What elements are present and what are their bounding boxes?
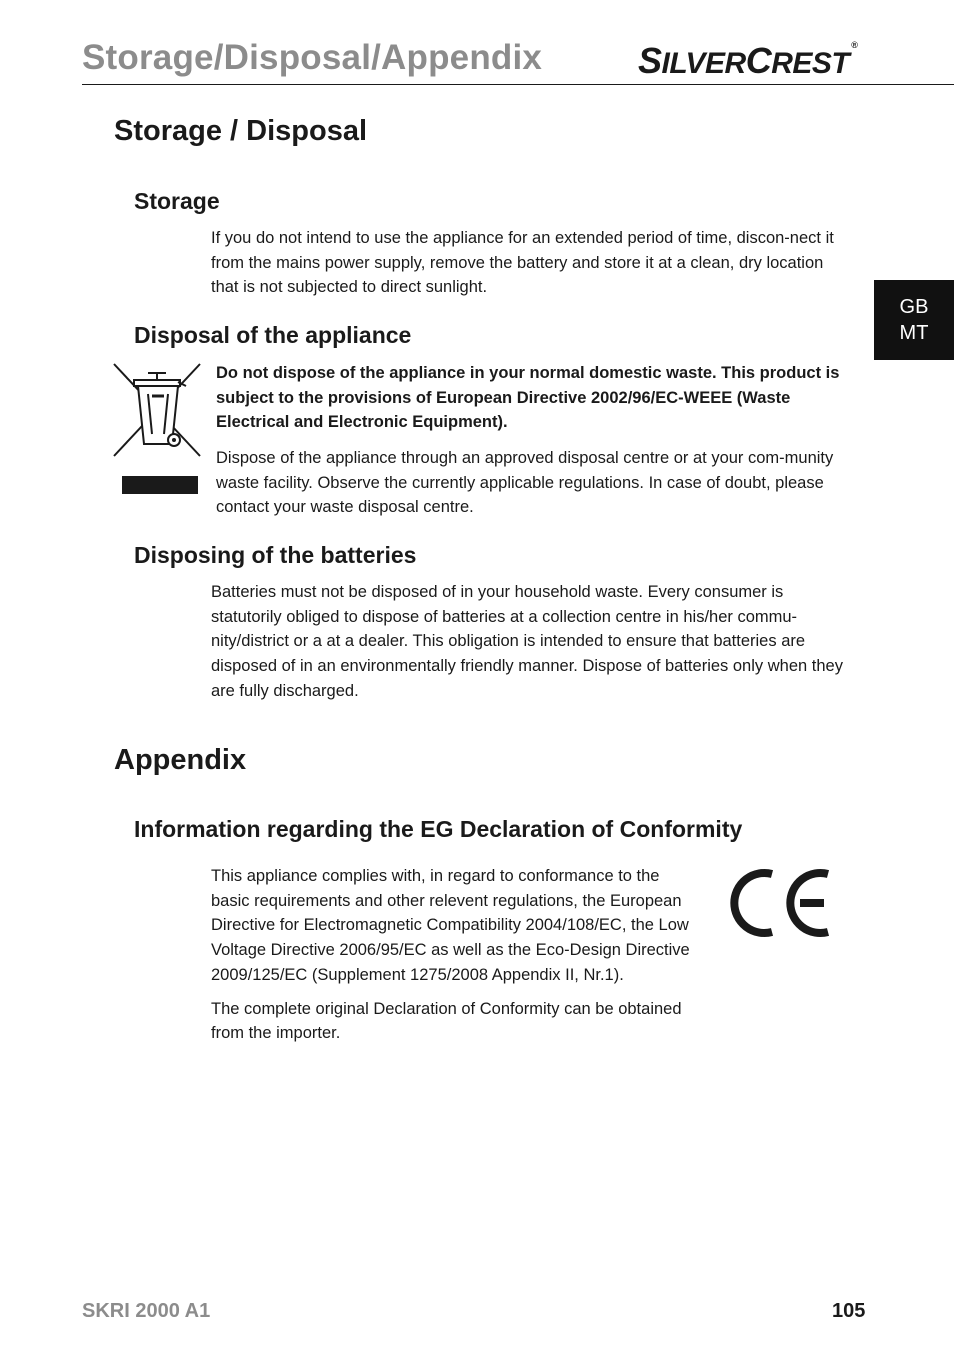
subheading-disposal-appliance: Disposal of the appliance: [134, 322, 412, 348]
storage-text: If you do not intend to use the appliance for an extended period of time, discon-nect it from the mains power supply, remove the battery and store it at a clean, dry location that is not subjected to direct sunlight.: [211, 229, 834, 297]
batteries-text: Batteries must not be disposed of in your household waste. Every consumer is statutorily obliged to dispose of batteries at a collection centre in his/her commu-nity/district or a at a dealer. This obligation is intended to ensure that batteries are disposed of in an environmentally friendly manner. Dispose of batteries only when they are fully discharged.: [211, 583, 843, 700]
page-title: Storage/Disposal/Appendix: [82, 38, 543, 77]
page-number: 105: [832, 1300, 866, 1322]
conformity-text: [211, 864, 701, 1046]
section-heading-storage-disposal: Storage / Disposal: [114, 115, 368, 147]
language-tab-line1: GB: [899, 296, 929, 318]
conformity-paragraph-1: This appliance complies with, in regard to conformance to the basic requirements and other relevent regulations, the European Directive for Electromagnetic Compatibility 2004/108/EC, the Low Voltage Directive 2006/95/EC as well as the Eco-Design Directive 2009/125/EC (Supplement 1275/2008 Appendix II, Nr.1).: [211, 867, 690, 984]
language-tab-line2: MT: [899, 322, 929, 344]
conformity-paragraph-2: The complete original Declaration of Conformity can be obtained from the importer.: [211, 999, 682, 1043]
disposal-text: Dispose of the appliance through an approved disposal centre or at your com-munity waste facility. Observe the currently applicable regulations. In case of doubt, please contact your waste disposal centre.: [216, 449, 834, 517]
subheading-conformity: Information regarding the EG Declaration of Conformity: [134, 816, 743, 842]
ce-mark-icon: [730, 866, 834, 940]
section-heading-appendix: Appendix: [114, 744, 247, 776]
subheading-storage: Storage: [134, 188, 220, 214]
subheading-disposing-batteries: Disposing of the batteries: [134, 542, 417, 568]
language-tab: [874, 280, 954, 360]
brand-logo: SILVERCREST®: [638, 40, 858, 81]
crossed-out-wheelie-bin-icon: [112, 360, 202, 496]
disposal-warning-text: Do not dispose of the appliance in your normal domestic waste. This product is subject to the provisions of European Directive 2002/96/EC-WEEE (Waste Electrical and Electronic Equipment).: [216, 364, 840, 432]
header-divider: [82, 84, 954, 85]
footer-model-number: SKRI 2000 A1: [82, 1300, 211, 1322]
